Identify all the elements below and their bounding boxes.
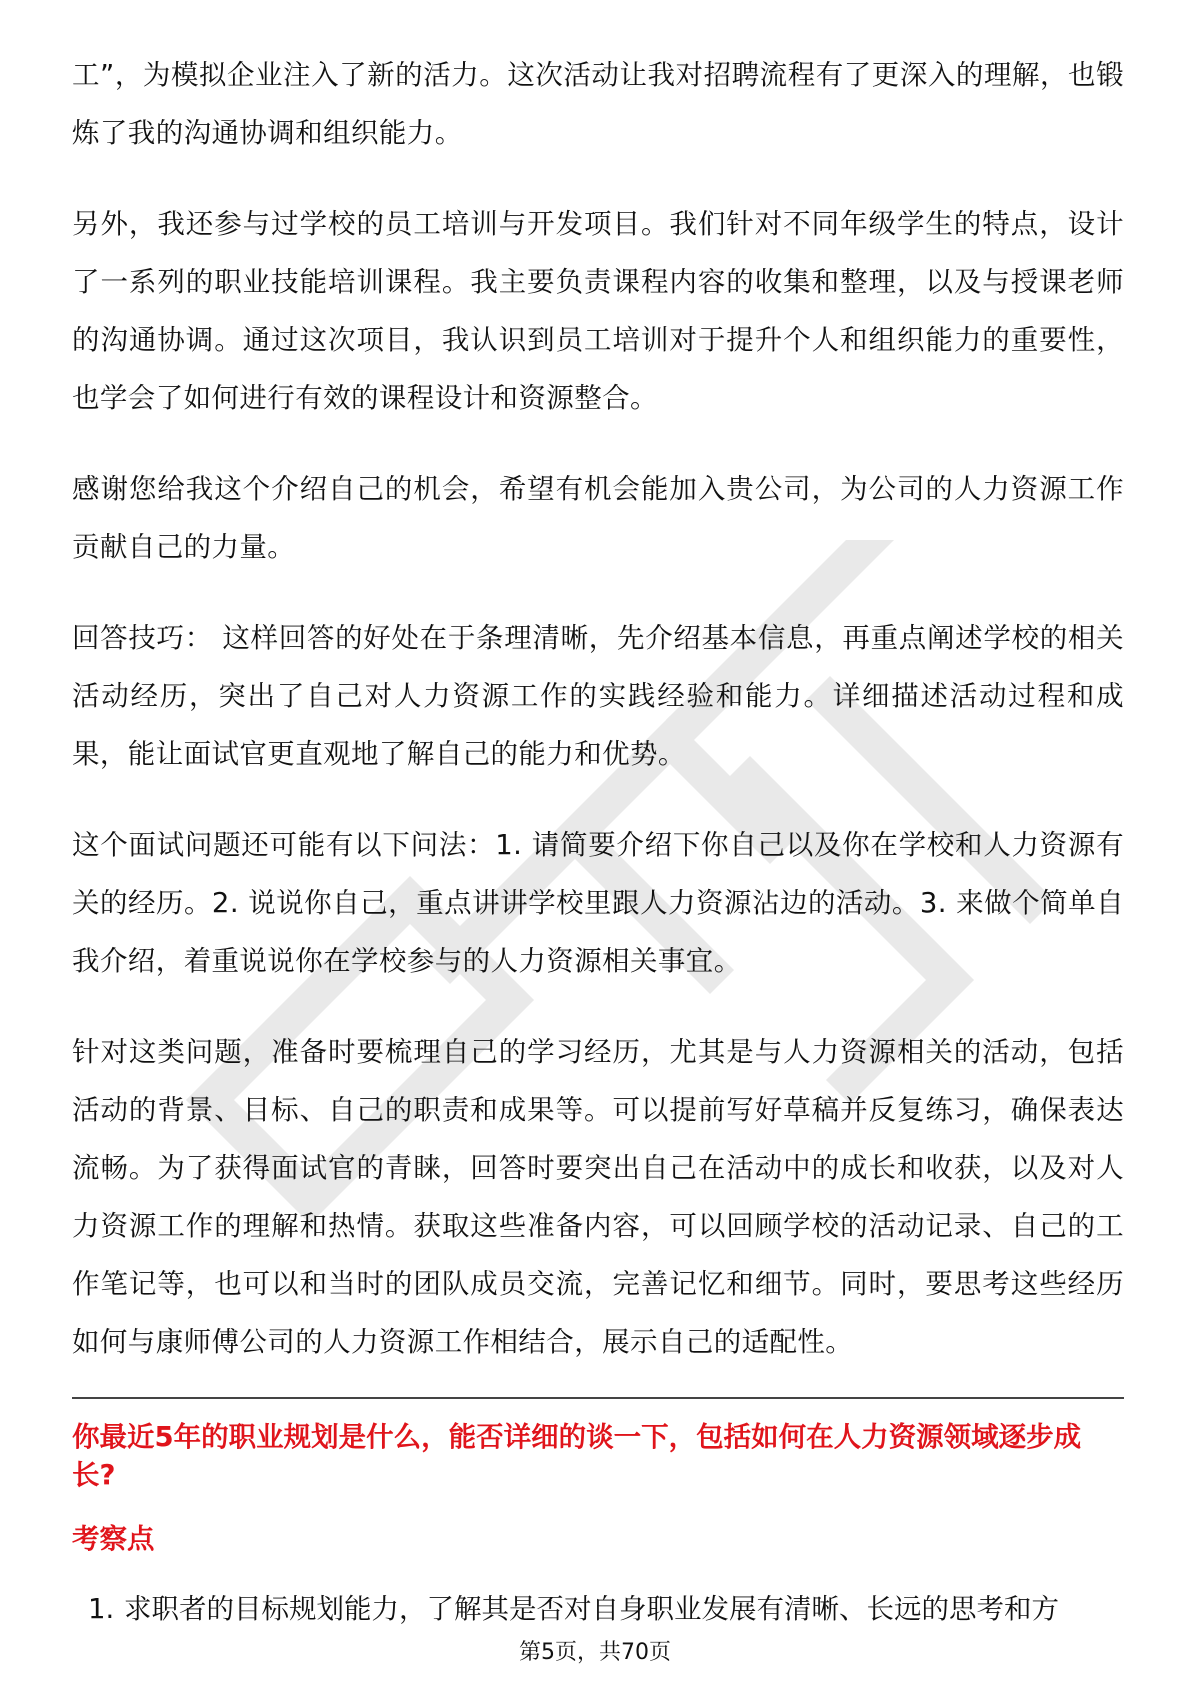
page-number: 第5页，共70页	[519, 1640, 671, 1665]
paragraph: 另外，我还参与过学校的员工培训与开发项目。我们针对不同年级学生的特点，设计了一系列的职业技能培训课程。我主要负责课程内容的收集和整理，以及与授课老师的沟通协调。通过这次项目，我认识到员工培训对于提升个人和组织能力的重要性，也学会了如何进行有效的课程设计和资源整合。	[72, 208, 1124, 414]
preparation-paragraph: 针对这类问题，准备时要梳理自己的学习经历，尤其是与人力资源相关的活动，包括活动的背景、目标、自己的职责和成果等。可以提前写好草稿并反复练习，确保表达流畅。为了获得面试官的青睐，回答时要突出自己在活动中的成长和收获，以及对人力资源工作的理解和热情。获取这些准备内容，可以回顾学校的活动记录、自己的工作笔记等，也可以和当时的团队成员交流，完善记忆和细节。同时，要思考这些经历如何与康师傅公司的人力资源工作相结合，展示自己的适配性。	[72, 1036, 1124, 1358]
list-item	[88, 1589, 1124, 1629]
section-divider	[72, 1397, 1124, 1399]
list-text: 求职者的目标规划能力，了解其是否对自身职业发展有清晰、长远的思考和方	[124, 1593, 1059, 1625]
alternative-questions-paragraph: 这个面试问题还可能有以下问法：1. 请简要介绍下你自己以及你在学校和人力资源有关的经历。2. 说说你自己，重点讲讲学校里跟人力资源沾边的活动。3. 来做个简单自我介绍，着重说说你在学校参与的人力资源相关事宜。	[72, 829, 1124, 977]
question-title: 你最近5年的职业规划是什么，能否详细的谈一下，包括如何在人力资源领域逐步成长?	[72, 1421, 1082, 1491]
assessment-points-heading: 考察点	[72, 1523, 155, 1555]
list-number: 1.	[88, 1593, 115, 1625]
answer-tips-paragraph: 回答技巧： 这样回答的好处在于条理清晰，先介绍基本信息，再重点阐述学校的相关活动经历，突出了自己对人力资源工作的实践经验和能力。详细描述活动过程和成果，能让面试官更直观地了解自己的能力和优势。	[72, 622, 1124, 770]
body-text	[72, 46, 1124, 1404]
paragraph: 工”，为模拟企业注入了新的活力。这次活动让我对招聘流程有了更深入的理解，也锻炼了我的沟通协调和组织能力。	[72, 59, 1124, 149]
paragraph: 感谢您给我这个介绍自己的机会，希望有机会能加入贵公司，为公司的人力资源工作贡献自己的力量。	[72, 473, 1124, 563]
